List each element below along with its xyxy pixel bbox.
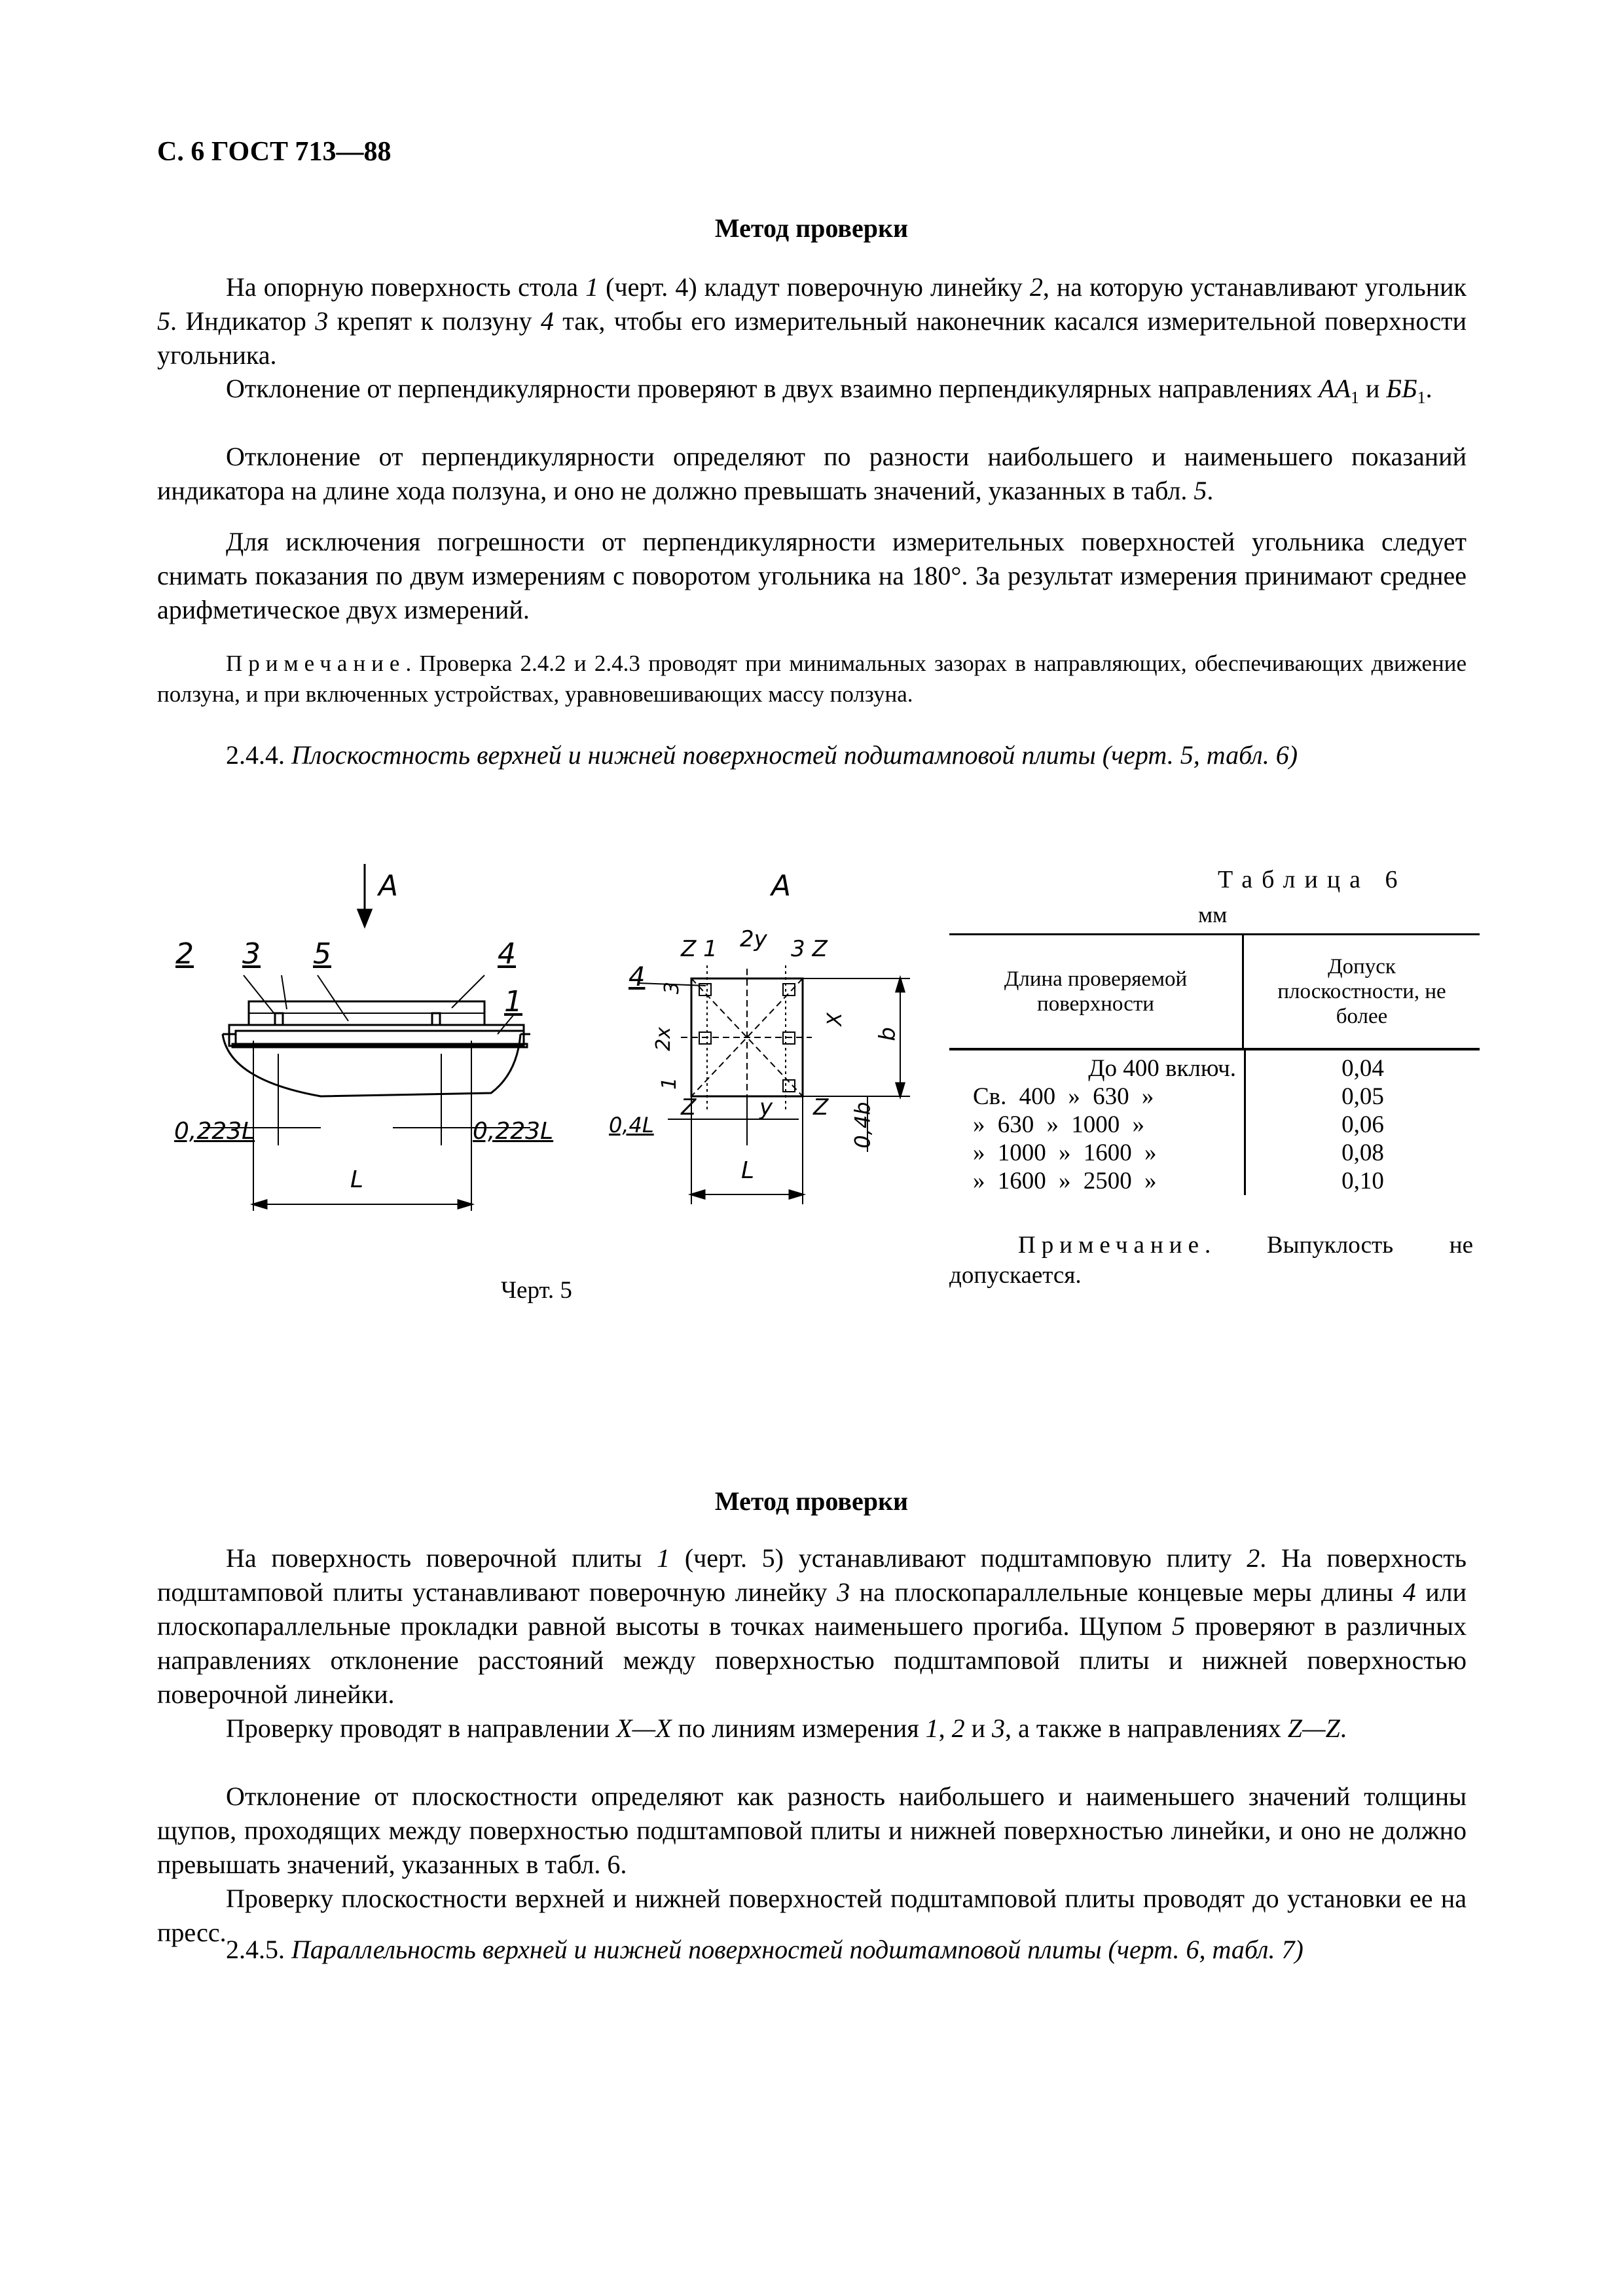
- table-row-tolerance: 0,06: [1341, 1111, 1384, 1138]
- table-row-length: До 400 включ.: [1088, 1055, 1236, 1082]
- paragraph: На опорную поверхность стола 1 (черт. 4) кладут поверочную линейку 2, на которую устанавливают угольник 5. Индикатор 3 крепят к ползуну 4 так, чтобы его измерительный наконечник касался измерительной поверхности угольника.: [157, 272, 1467, 370]
- label-y: y: [759, 1094, 773, 1121]
- note: Примечание. Проверка 2.4.2 и 2.4.3 проводят при минимальных зазорах в направляющих, обеспечивающих движение ползуна, и при включенных устройствах, уравновешивающих массу ползуна.: [157, 651, 1467, 707]
- dim-l: L: [350, 1166, 364, 1193]
- dim-left: 0,223L: [174, 1118, 255, 1145]
- table-row-tolerance: 0,08: [1341, 1139, 1384, 1166]
- table-row-length: Св. 400 » 630 »: [973, 1083, 1154, 1110]
- label-4: 4: [498, 937, 516, 971]
- section-heading: Метод проверки: [714, 213, 909, 243]
- paragraph: На поверхность поверочной плиты 1 (черт. 5) устанавливают подштамповую плиту 2. На поверхность подштамповой плиты устанавливают поверочную линейку 3 на плоскопараллельные концевые меры длины 4 или плоскопараллельные прокладки равной высоты в точках наименьшего прогиба. Щупом 5 проверяют в различных направлениях отклонение расстояний между поверхностью подштамповой плиты и нижней поверхностью поверочной линейки.: [157, 1543, 1467, 1709]
- dim-04l: 0,4L: [609, 1113, 654, 1138]
- paragraph: Проверку проводят в направлении X—X по линиям измерения 1, 2 и 3, а также в направлениях Z—Z.: [226, 1713, 1347, 1743]
- label-b: b: [874, 1027, 901, 1041]
- label-4r: 4: [629, 962, 646, 992]
- label-3: 3: [242, 937, 261, 971]
- label-2x: 2x: [651, 1027, 675, 1051]
- col-header-tolerance: Допуск плоскостности, не более: [1277, 955, 1446, 1028]
- table-row-tolerance: 0,10: [1341, 1168, 1384, 1194]
- label-2: 2: [175, 937, 194, 971]
- figure-drawing: [164, 838, 917, 1329]
- page-header: С. 6 ГОСТ 713—88: [157, 137, 392, 167]
- paragraph: Для исключения погрешности от перпендикулярности измерительных поверхностей угольника следует снимать показания по двум измерениям с поворотом угольника на 180°. За результат измерения принимают среднее арифметическое двух измерений.: [157, 527, 1467, 624]
- col-header-length: Длина проверяемой поверхности: [949, 935, 1244, 1048]
- paragraph: Проверку плоскостности верхней и нижней поверхностей подштамповой плиты проводят до установки ее на пресс.: [157, 1884, 1467, 1947]
- label-5: 5: [313, 937, 331, 971]
- label-x: X: [823, 1013, 847, 1026]
- clause-2-4-5: 2.4.5. Параллельность верхней и нижней поверхностей подштамповой плиты (черт. 6, табл. 7): [226, 1935, 1304, 1964]
- label-3z: 3 Z: [791, 936, 828, 962]
- label-3r: 3: [661, 981, 684, 995]
- table-row-length: » 1000 » 1600 »: [973, 1139, 1157, 1166]
- label-1r: 1: [658, 1077, 682, 1090]
- paragraph: Отклонение от плоскостности определяют как разность наибольшего и наименьшего значений толщины щупов, проходящих между поверхностью подштамповой плиты и нижней поверхностью линейки, и оно не должно превышать значений, указанных в табл. 6.: [157, 1782, 1467, 1879]
- section-heading: Метод проверки: [714, 1486, 909, 1516]
- table-unit: мм: [1198, 902, 1228, 927]
- paragraph: Отклонение от перпендикулярности проверяют в двух взаимно перпендикулярных направлениях $АА_1$ и $ББ_1$.: [226, 374, 1432, 407]
- clause-2-4-4: 2.4.4. Плоскостность верхней и нижней поверхностей подштамповой плиты (черт. 5, табл. 6): [226, 740, 1298, 770]
- table-row-length: » 1600 » 2500 »: [973, 1168, 1157, 1194]
- label-z1: Z 1: [681, 936, 718, 962]
- label-z-left: Z: [681, 1094, 697, 1121]
- table-6: [949, 933, 1480, 1195]
- figure-caption: Черт. 5: [501, 1277, 572, 1304]
- label-arrow-a: A: [378, 869, 399, 903]
- label-1: 1: [504, 985, 522, 1018]
- table-row-length: » 630 » 1000 »: [973, 1111, 1144, 1138]
- label-view-a: A: [771, 869, 792, 903]
- dim-04b: 0,4b: [850, 1102, 875, 1149]
- label-2y: 2y: [740, 926, 767, 952]
- dim-right: 0,223L: [473, 1118, 554, 1145]
- label-z-right: Z: [813, 1094, 829, 1121]
- table-row-tolerance: 0,05: [1341, 1083, 1384, 1110]
- dim-l-right: L: [741, 1157, 755, 1184]
- table-title: Таблица 6: [1218, 866, 1407, 893]
- paragraph: Отклонение от перпендикулярности определяют по разности наибольшего и наименьшего показаний индикатора на длине хода ползуна, и оно не должно превышать значений, указанных в табл. 5.: [157, 442, 1467, 505]
- table-row-tolerance: 0,04: [1341, 1055, 1384, 1082]
- table-note: Примечание. Выпуклость не допускается.: [949, 1232, 1473, 1289]
